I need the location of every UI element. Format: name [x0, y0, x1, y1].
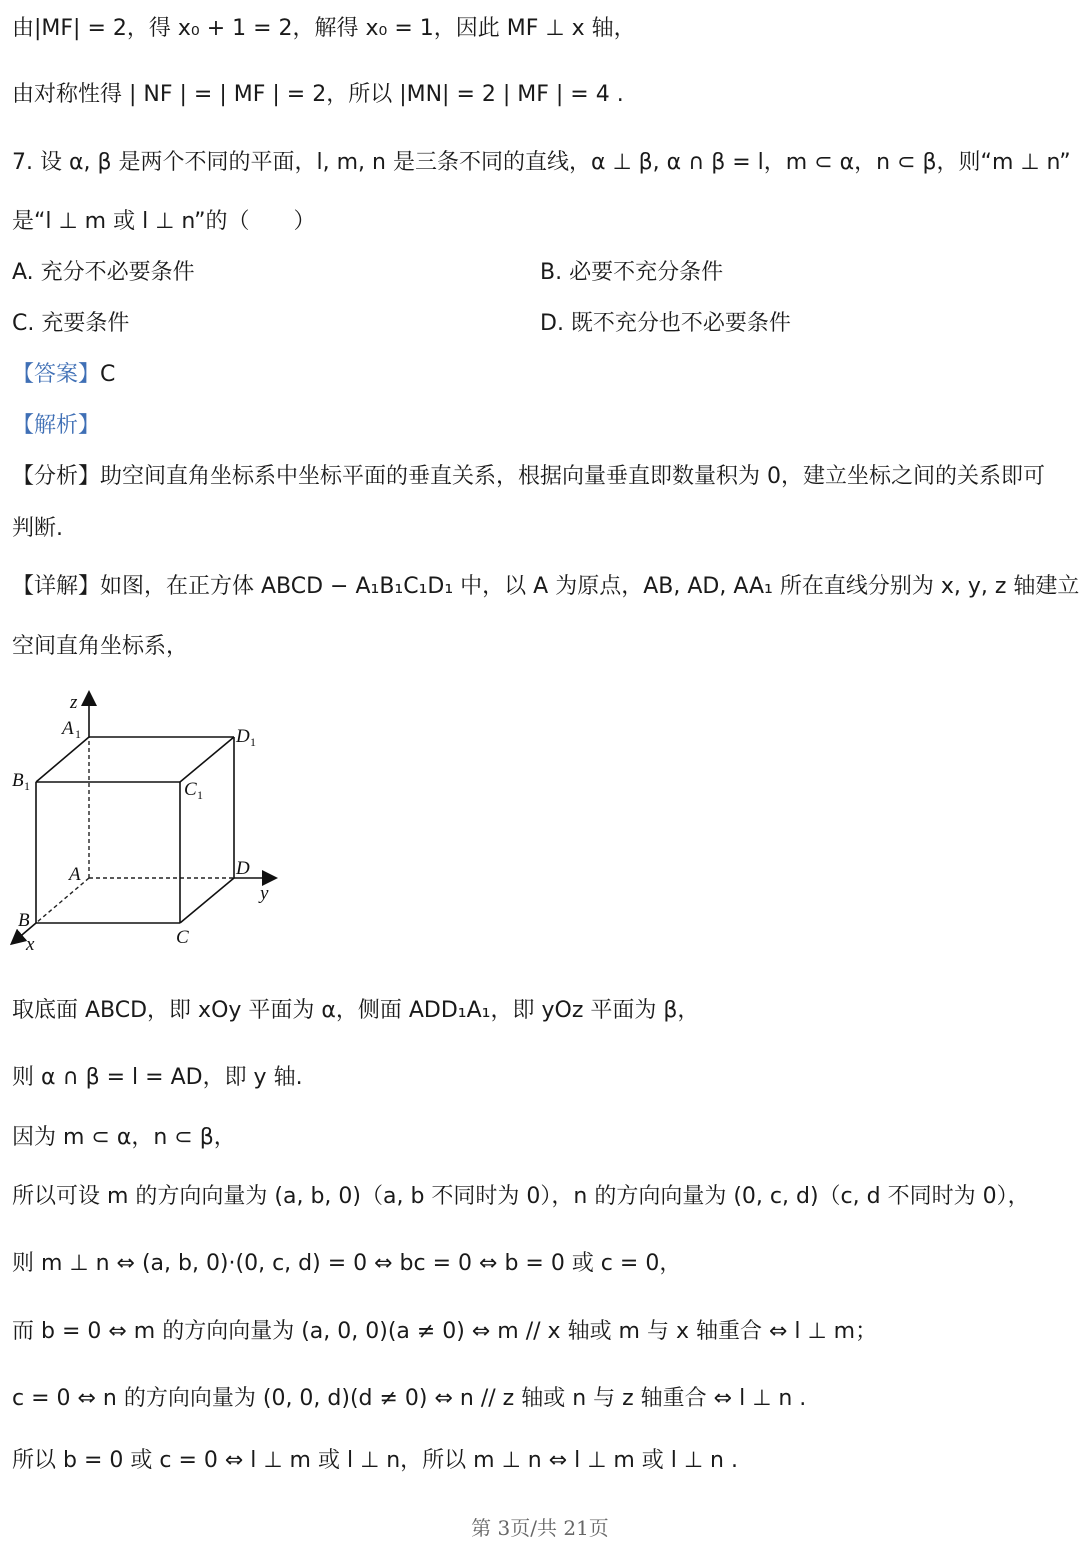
step-6: 而 b = 0 ⇔ m 的方向向量为 (a, 0, 0)(a ≠ 0) ⇔ m // x 轴或 m 与 x 轴重合 ⇔ l ⊥ m；	[12, 1319, 878, 1344]
step-4: 所以可设 m 的方向向量为 (a, b, 0)（a, b 不同时为 0），n 的方向向量为 (0, c, d)（c, d 不同时为 0），	[12, 1184, 1030, 1209]
label-y: y	[260, 883, 269, 904]
step-5: 则 m ⊥ n ⇔ (a, b, 0)·(0, c, d) = 0 ⇔ bc = 0 ⇔ b = 0 或 c = 0，	[12, 1251, 682, 1276]
label-d1-sub: 1	[250, 735, 256, 749]
question-7-line-2: 是“l ⊥ m 或 l ⊥ n”的（ ）	[12, 209, 316, 234]
answer-label: 【答案】	[12, 362, 101, 387]
step-3: 因为 m ⊂ α，n ⊂ β，	[12, 1125, 236, 1150]
edge-d1-c1	[180, 737, 234, 782]
option-c: C. 充要条件	[12, 311, 130, 336]
option-a: A. 充分不必要条件	[12, 260, 195, 285]
label-b1: B	[12, 770, 24, 791]
option-b: B. 必要不充分条件	[540, 260, 724, 285]
label-d: D	[236, 858, 250, 879]
label-d1: D	[236, 726, 250, 747]
cube-diagram	[10, 690, 290, 960]
edge-c-d	[180, 878, 234, 923]
text-line: 由对称性得 | NF | = | MF | = 2，所以 |MN| = 2 | MF | = 4 .	[12, 82, 624, 107]
answer-line	[12, 360, 115, 390]
edge-hidden-a-b	[36, 878, 89, 923]
step-7: c = 0 ⇔ n 的方向向量为 (0, 0, d)(d ≠ 0) ⇔ n // z 轴或 n 与 z 轴重合 ⇔ l ⊥ n .	[12, 1386, 807, 1411]
label-c1: C	[184, 779, 197, 800]
fenxi-line-1: 【分析】助空间直角坐标系中坐标平面的垂直关系，根据向量垂直即数量积为 0，建立坐标之间的关系即可	[12, 464, 1045, 489]
answer-value: C	[100, 362, 116, 387]
option-d: D. 既不充分也不必要条件	[540, 311, 791, 336]
label-b: B	[18, 910, 30, 931]
analysis-label: 【解析】	[12, 413, 101, 438]
page-footer: 第 3页/共 21页	[471, 1516, 609, 1540]
question-7-line-1: 7. 设 α, β 是两个不同的平面，l, m, n 是三条不同的直线，α ⊥ β, α ∩ β = l，m ⊂ α，n ⊂ β，则“m ⊥ n”	[12, 150, 1071, 175]
label-c: C	[176, 927, 189, 948]
edge-a1-b1	[36, 737, 89, 782]
xiangjie-line-1: 【详解】如图，在正方体 ABCD − A₁B₁C₁D₁ 中，以 A 为原点，AB, AD, AA₁ 所在直线分别为 x, y, z 轴建立	[12, 574, 1080, 599]
text-line: 由|MF| = 2，得 x₀ + 1 = 2，解得 x₀ = 1，因此 MF ⊥ x 轴，	[12, 16, 636, 41]
xiangjie-line-2: 空间直角坐标系，	[12, 634, 189, 659]
label-z: z	[70, 692, 78, 713]
step-8: 所以 b = 0 或 c = 0 ⇔ l ⊥ m 或 l ⊥ n，所以 m ⊥ n ⇔ l ⊥ m 或 l ⊥ n .	[12, 1448, 738, 1473]
label-a1-sub: 1	[75, 727, 81, 741]
label-a: A	[69, 864, 81, 885]
fenxi-line-2: 判断.	[12, 516, 63, 541]
label-a1: A	[62, 718, 74, 739]
label-b1-sub: 1	[24, 779, 30, 793]
step-2: 则 α ∩ β = l = AD，即 y 轴.	[12, 1065, 303, 1090]
label-c1-sub: 1	[197, 788, 203, 802]
label-x: x	[26, 934, 35, 955]
step-1: 取底面 ABCD，即 xOy 平面为 α，侧面 ADD₁A₁，即 yOz 平面为 β，	[12, 998, 700, 1023]
